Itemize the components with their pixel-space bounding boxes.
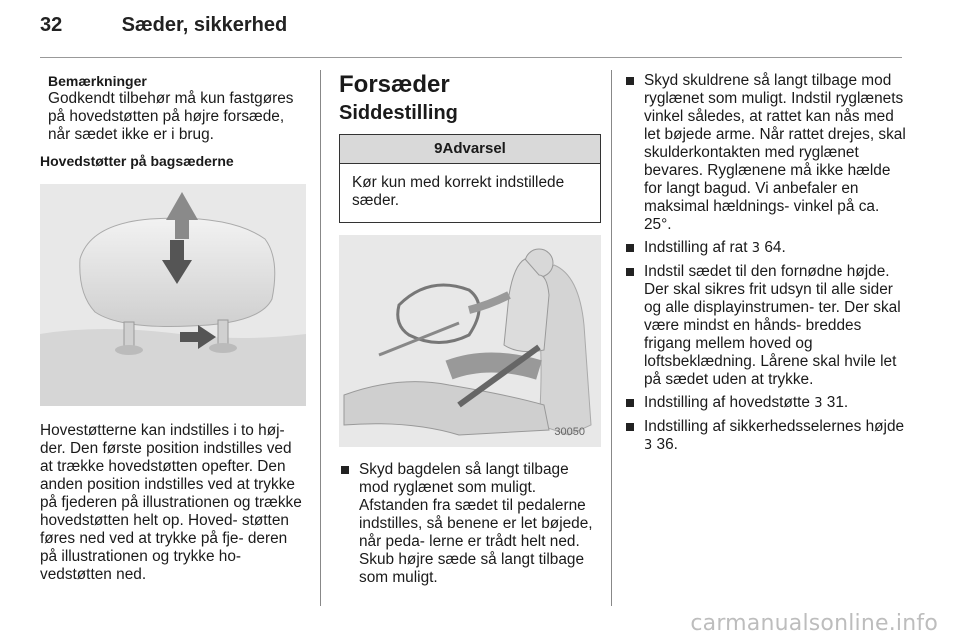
- list-item: [624, 394, 906, 413]
- column-middle: [339, 72, 601, 592]
- page-ref-arrow-icon[interactable]: 3: [644, 438, 653, 453]
- headrest-body-text: Hovestøtterne kan indstilles i to høj- der. Den første position indstilles ved at trække hovedstøtten opefter. Den anden position indstilles ved at trykke på fjederen på illustrationen og trække hovedstøtten helt op. Hoved- støtten føres ned ved at trykke på fje- deren på illustrationen og trykke ho- vedstøtten ned.: [40, 422, 302, 583]
- bullet-text: Indstilling af rat: [644, 239, 752, 256]
- note-text: Godkendt tilbehør må kun fastgøres på hovedstøtten på højre forsæde, når sædet ikke er i brug.: [48, 90, 294, 143]
- bullet-square-icon: [626, 244, 634, 252]
- figure-code: 30050: [554, 426, 585, 438]
- header-rule: [40, 57, 902, 58]
- list-item: [624, 418, 906, 455]
- page-ref-number[interactable]: 64.: [760, 239, 786, 256]
- bullet-text: Indstil sædet til den fornødne højde. Der skal sikres frit udsyn til alle sider og alle displayinstrumen- ter. Der skal være mindst en hånds- breddes frigang mellem hoved og loftsbeklædning. Lårene skal hvile let på sædet uden at trykke.: [644, 263, 901, 388]
- bullet-text: Indstilling af sikkerhedsselernes højde: [644, 418, 905, 435]
- column-divider: [611, 70, 612, 606]
- bullet-list-adjustments: [624, 72, 906, 455]
- list-item: [624, 263, 906, 389]
- bullet-square-icon: [626, 423, 634, 431]
- page-ref-arrow-icon[interactable]: 3: [814, 396, 823, 411]
- warning-text: Kør kun med korrekt indstillede sæder.: [352, 174, 565, 209]
- bullet-square-icon: [341, 466, 349, 474]
- heading-front-seats: Forsæder: [339, 71, 450, 98]
- warning-icon: 9: [434, 140, 443, 157]
- bullet-square-icon: [626, 268, 634, 276]
- headrest-illustration: [40, 184, 306, 406]
- watermark: carmanualsonline.info: [690, 611, 938, 636]
- list-item: [624, 72, 906, 234]
- column-left: [40, 72, 306, 584]
- warning-header: [340, 135, 600, 164]
- subheading-rear-headrests: Hovedstøtter på bagsæderne: [40, 153, 234, 169]
- warning-box: [339, 134, 601, 223]
- warning-title: Advarsel: [442, 140, 506, 157]
- bullet-text: Indstilling af hovedstøtte: [644, 394, 815, 411]
- bullet-text: Skyd bagdelen så langt tilbage mod ryglænet som muligt. Afstanden fra sædet til pedalerne indstilles, så benene er let bøjede, når peda- lerne er trådt helt ned. Skub højre sæde så langt tilbage som muligt.: [359, 461, 593, 586]
- note-title: Bemærkninger: [48, 73, 147, 89]
- list-item: [339, 461, 601, 587]
- page-ref-arrow-icon[interactable]: 3: [751, 241, 761, 256]
- page-number: 32: [40, 14, 63, 36]
- column-divider: [320, 70, 321, 606]
- page-ref-number[interactable]: 36.: [652, 436, 678, 453]
- page-header: [40, 14, 287, 37]
- bullet-list-seat-position: [339, 461, 601, 587]
- driver-seat-illustration: [339, 235, 601, 447]
- subheading-seat-position: Siddestilling: [339, 102, 458, 124]
- section-title: Sæder, sikkerhed: [121, 14, 288, 36]
- column-right: [624, 72, 906, 460]
- bullet-square-icon: [626, 399, 634, 407]
- page-ref-number[interactable]: 31.: [822, 394, 849, 411]
- bullet-text: Skyd skuldrene så langt tilbage mod ryglænet som muligt. Indstil ryglænets vinkel således, at rattet kan nås med let bøjede arme. Når rattet drejes, skal skulderkontakten med ryglænet bevares. Ryglænene må ikke hælde for langt bagud. Vi anbefaler en maksimal hældnings- vinkel på ca. 25°.: [644, 72, 906, 233]
- bullet-square-icon: [626, 77, 634, 85]
- list-item: [624, 239, 906, 258]
